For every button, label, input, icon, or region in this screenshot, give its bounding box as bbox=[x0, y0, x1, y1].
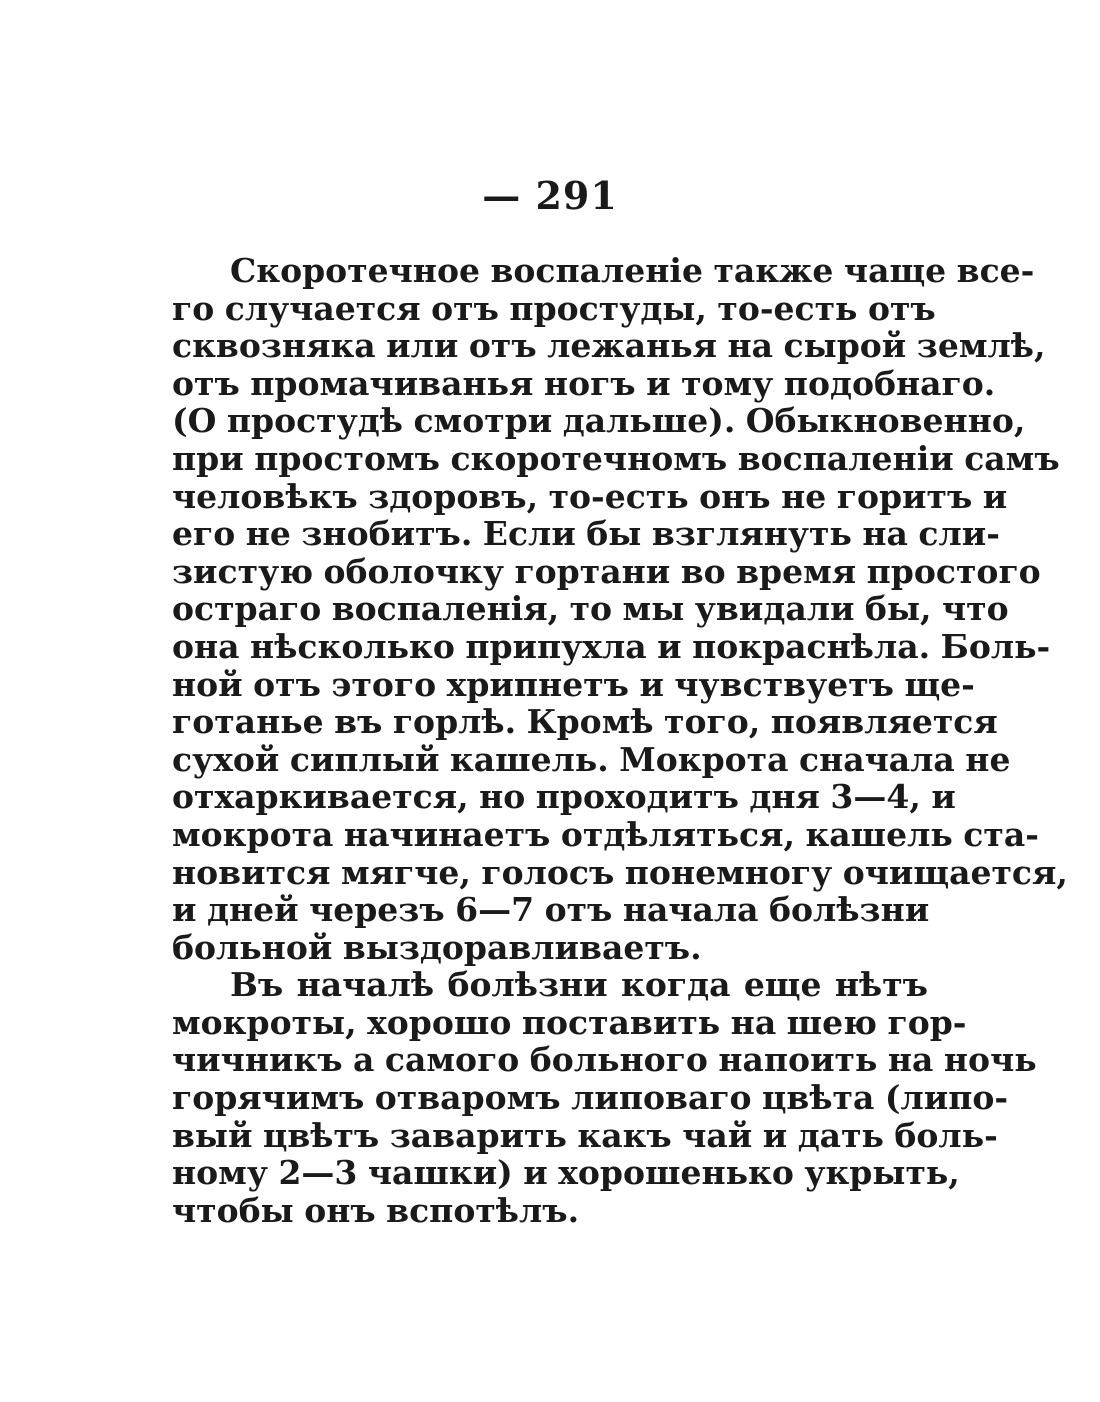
text-line: горячимъ отваромъ липоваго цвѣта (липо- bbox=[172, 1078, 1009, 1118]
text-line: человѣкъ здоровъ, то-есть онъ не горитъ и bbox=[172, 476, 1008, 516]
paragraph-1 bbox=[172, 251, 1068, 967]
text-line: вый цвѣтъ заварить какъ чай и дать боль- bbox=[172, 1115, 998, 1155]
text-line: (О простудѣ смотри дальше). Обыкновенно, bbox=[172, 401, 1026, 441]
text-line: сухой сиплый кашель. Мокрота сначала не bbox=[172, 739, 1011, 779]
text-line: ной отъ этого хрипнетъ и чувствуетъ ще- bbox=[172, 664, 975, 704]
text-line: и дней черезъ 6—7 отъ начала болѣзни bbox=[172, 890, 930, 930]
text-line: чичникъ а самого больного напоить на ночь bbox=[172, 1040, 1037, 1080]
text-line: зистую оболочку гортани во время простого bbox=[172, 551, 1041, 591]
text-line: она нѣсколько припухла и покраснѣла. Боль- bbox=[172, 626, 1051, 666]
text-line: Въ началѣ болѣзни когда еще нѣтъ bbox=[230, 965, 928, 1005]
text-line: ному 2—3 чашки) и хорошенько укрыть, bbox=[172, 1153, 960, 1193]
text-line: чтобы онъ вспотѣлъ. bbox=[172, 1190, 580, 1230]
text-line: остраго воспаленія, то мы увидали бы, что bbox=[172, 589, 1009, 629]
text-line: мокроты, хорошо поставить на шею гор- bbox=[172, 1002, 967, 1042]
body-text bbox=[172, 251, 1068, 1230]
text-line: новится мягче, голосъ понемногу очищается, bbox=[172, 852, 1068, 892]
text-line: отъ промачиванья ногъ и тому подобнаго. bbox=[172, 363, 996, 403]
text-line: го случается отъ простуды, то-есть отъ bbox=[172, 288, 936, 328]
text-line: больной выздоравливаетъ. bbox=[172, 927, 702, 967]
text-line: при простомъ скоротечномъ воспаленіи самъ bbox=[172, 438, 1060, 478]
text-line: готанье въ горлѣ. Кромѣ того, появляется bbox=[172, 702, 998, 742]
text-line: мокрота начинаетъ отдѣляться, кашель ста- bbox=[172, 814, 1039, 854]
text-line: его не знобитъ. Если бы взглянуть на сли- bbox=[172, 514, 1000, 554]
paragraph-2 bbox=[172, 965, 1037, 1230]
text-line: сквозняка или отъ лежанья на сырой землѣ, bbox=[172, 326, 1046, 366]
text-line: Скоротечное воспаленіе также чаще все- bbox=[230, 251, 1035, 290]
text-line: отхаркивается, но проходитъ дня 3—4, и bbox=[172, 777, 956, 817]
page-number: — 291 bbox=[482, 173, 618, 218]
